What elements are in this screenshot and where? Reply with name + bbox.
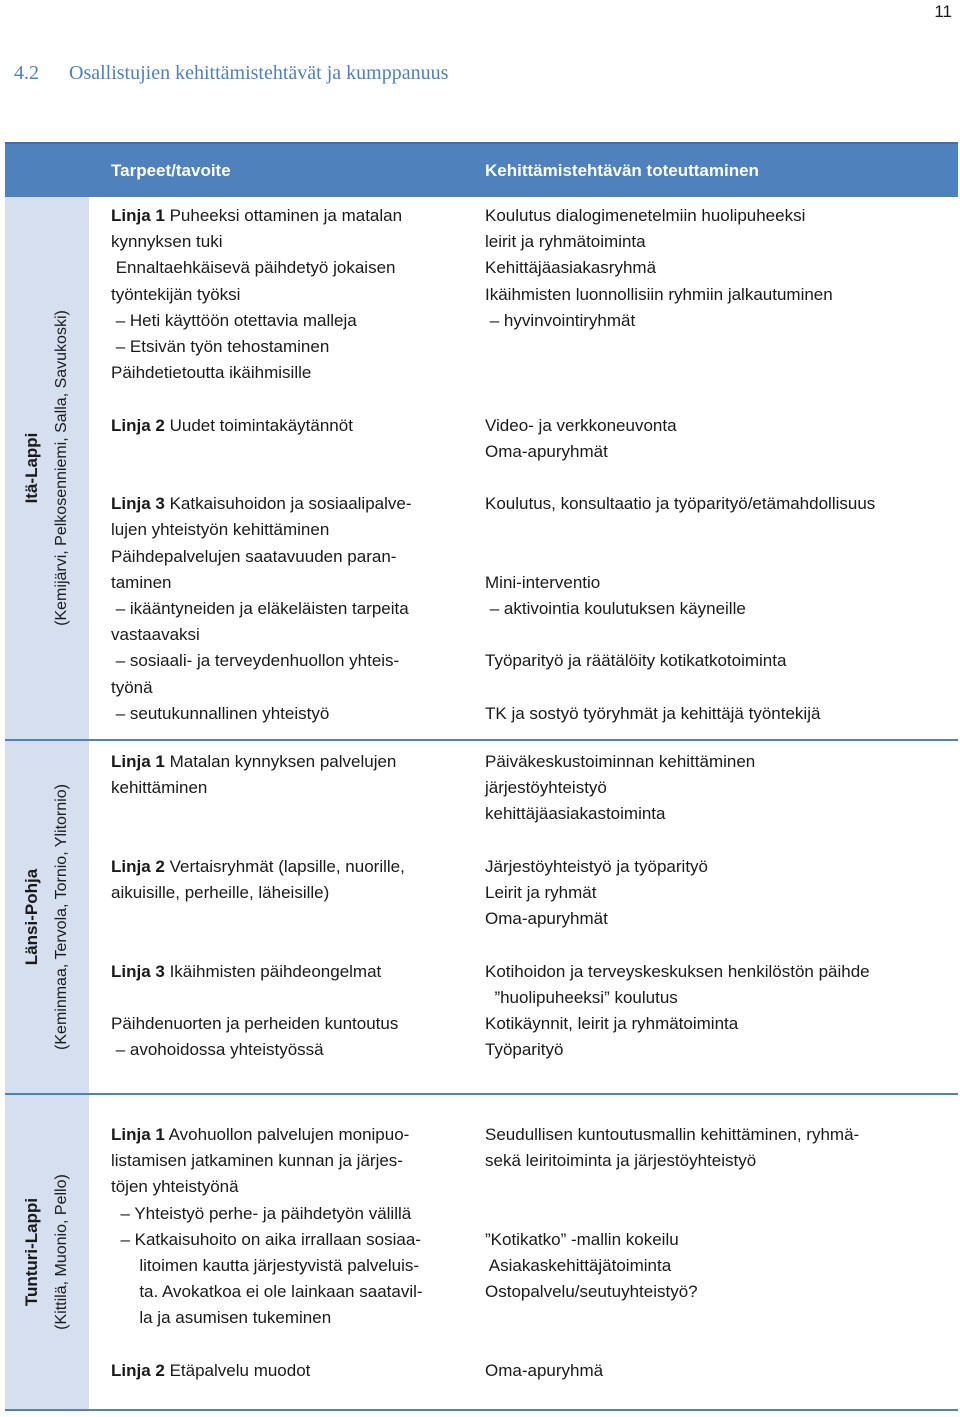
- implementation-line: Kehittäjäasiakasryhmä: [485, 258, 657, 278]
- line-text: Ennaltaehkäisevä päihdetyö jokaisen: [111, 258, 396, 278]
- implementation-line: Kotikäynnit, leirit ja ryhmätoiminta: [485, 1014, 739, 1034]
- line-text: Puheeksi ottaminen ja matalan: [164, 206, 403, 225]
- needs-line: [111, 675, 412, 701]
- line-text: Uudet toimintakäytännöt: [164, 415, 353, 435]
- needs-line: [111, 1227, 423, 1253]
- implementation-line: [485, 1305, 859, 1331]
- needs-line: [111, 1332, 423, 1358]
- implementation-line: Leirit ja ryhmät: [485, 883, 597, 903]
- line-text: kynnyksen tuki: [111, 232, 223, 252]
- implementation-line: ”huolipuheeksi” koulutus: [485, 987, 678, 1007]
- needs-line: [111, 544, 412, 570]
- line-text: Etäpalvelu muodot: [164, 1360, 311, 1380]
- line-label: Linja 1: [111, 1125, 165, 1144]
- line-text: litoimen kautta järjestyvistä palveluis-: [111, 1256, 420, 1276]
- region-places: (Kemijärvi, Pelkosenniemi, Salla, Savukoski): [53, 310, 70, 626]
- line-text: Päihdenuorten ja perheiden kuntoutus: [111, 1014, 399, 1034]
- line-text: Ikäihmisten päihdeongelmat: [164, 961, 382, 981]
- implementation-line: [485, 1332, 859, 1358]
- header-needs: Tarpeet/tavoite: [111, 161, 231, 180]
- needs-line: [111, 1148, 423, 1174]
- line-text: vastaavaksi: [111, 625, 200, 645]
- needs-line: [111, 596, 412, 622]
- needs-line: [111, 229, 412, 255]
- implementation-line: sekä leiritoiminta ja järjestöyhteistyö: [485, 1151, 757, 1171]
- needs-line: [111, 1358, 423, 1384]
- line-text: – ikääntyneiden ja eläkeläisten tarpeita: [111, 599, 409, 619]
- needs-line: [111, 622, 412, 648]
- implementation-line: järjestöyhteistyö: [485, 778, 607, 798]
- line-label: Linja 1: [111, 206, 165, 225]
- region-label-lansi-pohja: [5, 741, 89, 1093]
- implementation-line: Ostopalvelu/seutuyhteistyö?: [485, 1282, 698, 1302]
- implementation-line: [485, 334, 875, 360]
- implementation-line: ”Kotikatko” -mallin kokeilu: [485, 1229, 679, 1249]
- line-text: [111, 389, 116, 408]
- line-text: [111, 1335, 116, 1354]
- line-text: lujen yhteistyön kehittäminen: [111, 520, 330, 540]
- needs-line: [111, 439, 412, 465]
- implementation-line: Kotihoidon ja terveyskeskuksen henkilöstön päihde: [485, 961, 870, 981]
- implementation-line: [485, 465, 875, 491]
- implementation-line: leirit ja ryhmätoiminta: [485, 232, 646, 252]
- implementation-cell: [485, 203, 875, 727]
- table-row-tunturi-lappi: [5, 1095, 958, 1409]
- implementation-line: kehittäjäasiakastoiminta: [485, 804, 666, 824]
- needs-line: [111, 932, 405, 958]
- needs-line: [111, 959, 405, 985]
- line-text: [111, 988, 116, 1007]
- line-label: Linja 2: [111, 415, 165, 435]
- implementation-line: [485, 517, 875, 543]
- implementation-line: [485, 544, 875, 570]
- implementation-line: [485, 675, 875, 701]
- section-title: Osallistujien kehittämistehtävät ja kumppanuus: [69, 62, 449, 84]
- needs-line: [111, 491, 412, 517]
- header-implementation: Kehittämistehtävän toteuttaminen: [485, 161, 759, 180]
- line-text: – Katkaisuhoito on aika irrallaan sosiaa-: [111, 1229, 421, 1249]
- implementation-line: Koulutus, konsultaatio ja työparityö/etämahdollisuus: [485, 494, 876, 514]
- line-text: – avohoidossa yhteistyössä: [111, 1040, 324, 1060]
- needs-line: [111, 1279, 423, 1305]
- implementation-line: TK ja sostyö työryhmät ja kehittäjä työntekijä: [485, 703, 821, 723]
- line-text: la ja asumisen tukeminen: [111, 1308, 332, 1328]
- line-text: [111, 909, 116, 928]
- needs-line: [111, 648, 412, 674]
- region-name: Tunturi-Lappi: [22, 1197, 41, 1307]
- line-text: [111, 935, 116, 954]
- implementation-line: Koulutus dialogimenetelmiin huolipuheeksi: [485, 206, 806, 225]
- needs-line: [111, 334, 412, 360]
- implementation-line: [485, 360, 875, 386]
- line-text: työnä: [111, 677, 153, 697]
- line-label: Linja 3: [111, 494, 165, 514]
- table-row-ita-lappi: [5, 197, 958, 739]
- implementation-line: [485, 386, 875, 412]
- line-text: Avohuollon palvelujen monipuo-: [164, 1125, 410, 1144]
- implementation-line: Järjestöyhteistyö ja työparityö: [485, 856, 708, 876]
- implementation-cell: [485, 749, 870, 1063]
- line-text: [111, 468, 116, 487]
- line-text: töjen yhteistyönä: [111, 1177, 239, 1197]
- line-text: – Etsivän työn tehostaminen: [111, 337, 330, 357]
- implementation-line: Oma-apuryhmät: [485, 909, 608, 929]
- line-label: Linja 2: [111, 1360, 165, 1380]
- line-text: työntekijän työksi: [111, 284, 241, 304]
- needs-line: [111, 1122, 423, 1148]
- needs-line: [111, 1011, 405, 1037]
- needs-line: [111, 413, 412, 439]
- implementation-line: [485, 1174, 859, 1200]
- line-text: – Yhteistyö perhe- ja päihdetyön välillä: [111, 1203, 412, 1223]
- implementation-line: Ikäihmisten luonnollisiin ryhmiin jalkautuminen: [485, 284, 833, 304]
- page-number: 11: [934, 2, 952, 21]
- implementation-line: [485, 932, 870, 958]
- line-text: ta. Avokatkoa ei ole lainkaan saatavil-: [111, 1282, 423, 1302]
- implementation-line: Video- ja verkkoneuvonta: [485, 415, 677, 435]
- needs-cell: [111, 1122, 423, 1384]
- line-text: aikuisille, perheille, läheisille): [111, 883, 330, 903]
- needs-line: [111, 360, 412, 386]
- section-number: 4.2: [14, 62, 39, 84]
- implementation-line: Työparityö ja räätälöity kotikatkotoiminta: [485, 651, 787, 671]
- needs-line: [111, 1037, 405, 1063]
- line-text: Vertaisryhmät (lapsille, nuorille,: [164, 856, 405, 876]
- region-name: Itä-Lappi: [22, 432, 41, 504]
- region-places: (Kittilä, Muonio, Pello): [53, 1174, 70, 1330]
- line-text: Matalan kynnyksen palvelujen: [164, 752, 397, 771]
- implementation-line: [485, 622, 875, 648]
- needs-cell: [111, 203, 412, 727]
- line-text: – sosiaali- ja terveydenhuollon yhteis-: [111, 651, 400, 671]
- needs-cell: [111, 749, 405, 1063]
- line-text: [111, 831, 116, 850]
- needs-line: [111, 801, 405, 827]
- needs-line: [111, 1174, 423, 1200]
- needs-line: [111, 749, 405, 775]
- section-heading: [14, 62, 448, 85]
- region-label-tunturi-lappi: [5, 1095, 89, 1409]
- line-text: Päihdetietoutta ikäihmisille: [111, 363, 312, 383]
- line-label: Linja 2: [111, 856, 165, 876]
- needs-line: [111, 775, 405, 801]
- implementation-line: Oma-apuryhmä: [485, 1360, 604, 1380]
- needs-line: [111, 386, 412, 412]
- implementation-line: Asiakaskehittäjätoiminta: [485, 1256, 672, 1276]
- table-bottom-border: [5, 1409, 958, 1411]
- line-text: Päihdepalvelujen saatavuuden paran-: [111, 546, 397, 566]
- line-text: Katkaisuhoidon ja sosiaalipalve-: [164, 494, 412, 514]
- table-row-lansi-pohja: [5, 741, 958, 1093]
- needs-line: [111, 255, 412, 281]
- implementation-cell: [485, 1122, 859, 1384]
- table-header: [5, 142, 958, 199]
- line-text: kehittäminen: [111, 778, 208, 798]
- implementation-line: – aktivointia koulutuksen käyneille: [485, 599, 746, 619]
- needs-line: [111, 517, 412, 543]
- implementation-line: [485, 828, 870, 854]
- region-places: (Keminmaa, Tervola, Tornio, Ylitornio): [53, 784, 70, 1050]
- needs-line: [111, 282, 412, 308]
- needs-line: [111, 1305, 423, 1331]
- needs-line: [111, 1201, 423, 1227]
- line-label: Linja 3: [111, 961, 165, 981]
- line-text: listamisen jatkaminen kunnan ja järjes-: [111, 1151, 403, 1171]
- line-text: – seutukunnallinen yhteistyö: [111, 703, 330, 723]
- needs-line: [111, 1253, 423, 1279]
- implementation-line: [485, 1201, 859, 1227]
- implementation-line: – hyvinvointiryhmät: [485, 310, 636, 330]
- implementation-line: Päiväkeskustoiminnan kehittäminen: [485, 752, 756, 771]
- line-text: – Heti käyttöön otettavia malleja: [111, 310, 357, 330]
- region-name: Länsi-Pohja: [22, 868, 41, 966]
- needs-line: [111, 828, 405, 854]
- needs-line: [111, 985, 405, 1011]
- needs-line: [111, 465, 412, 491]
- line-text: taminen: [111, 572, 172, 592]
- needs-line: [111, 880, 405, 906]
- line-label: Linja 1: [111, 752, 165, 771]
- development-table: [5, 142, 958, 1411]
- implementation-line: Mini-interventio: [485, 572, 601, 592]
- implementation-line: Oma-apuryhmät: [485, 441, 608, 461]
- needs-line: [111, 570, 412, 596]
- needs-line: [111, 308, 412, 334]
- implementation-line: Seudullisen kuntoutusmallin kehittäminen, ryhmä-: [485, 1125, 860, 1144]
- implementation-line: Työparityö: [485, 1040, 564, 1060]
- region-label-ita-lappi: [5, 197, 89, 739]
- needs-line: [111, 906, 405, 932]
- needs-line: [111, 701, 412, 727]
- line-text: [111, 804, 116, 823]
- needs-line: [111, 854, 405, 880]
- line-text: [111, 442, 116, 461]
- needs-line: [111, 203, 412, 229]
